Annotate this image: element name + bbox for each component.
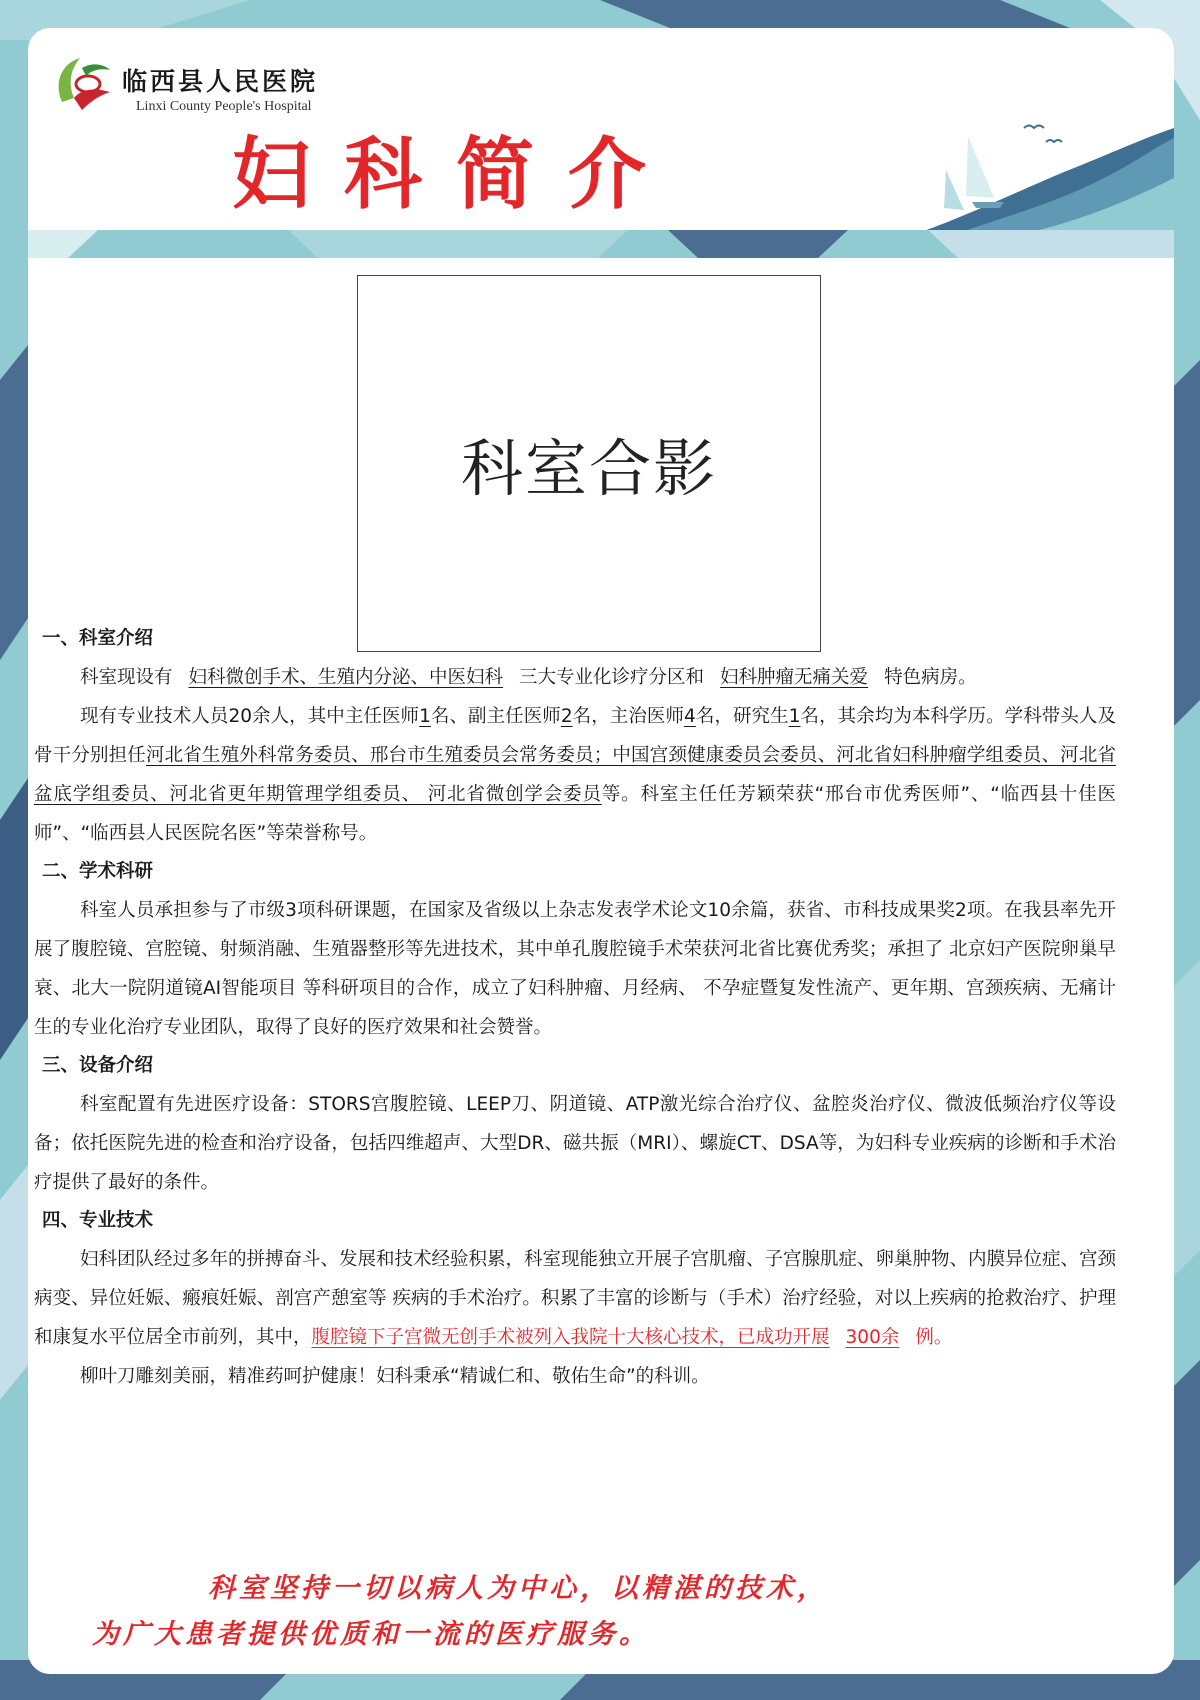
count-chief: 1	[419, 706, 431, 727]
intro-paragraph-1	[34, 658, 1116, 697]
page-title: 妇科简介	[232, 130, 681, 220]
text-run: 名、副主任医师	[430, 706, 561, 727]
text-run: 等。科室主任任芳颖荣获“邢台市优秀医师”、“临西县十佳医师”、“临西县人民医院名医”等荣誉称号。	[34, 784, 1116, 844]
hospital-logo-icon	[52, 54, 114, 114]
content-body	[34, 620, 1116, 1396]
hospital-name-cn: 临西县人民医院	[122, 67, 319, 96]
clinic-areas-text: 妇科微创手术、生殖内分泌、中医妇科	[188, 667, 504, 688]
text-run: 名，研究生	[695, 706, 789, 727]
text-run: 三大专业化诊疗分区和	[519, 667, 705, 688]
text-run: 例。	[915, 1327, 953, 1348]
section-heading-equipment: 三、设备介绍	[42, 1055, 154, 1076]
technique-paragraph-1	[34, 1240, 1116, 1357]
count-postgraduate: 1	[788, 706, 801, 727]
sailboat-icon	[904, 108, 1174, 238]
group-photo-placeholder	[357, 275, 821, 652]
text-run: 名，其余均为本科学历。学科带头人及骨干分别担任	[34, 706, 1116, 766]
text-run: 特色病房。	[884, 667, 977, 688]
motto-line-1: 科室坚持一切以病人为中心，以精湛的技术，	[208, 1573, 828, 1604]
clinic-areas	[173, 667, 520, 688]
text-run: 妇科团队经过多年的拼搏奋斗、发展和技术经验积累，科室现能独立开展子宫肌瘤、子宫腺肌症、卵巢肿物、内膜异位症、宫颈病变、异位妊娠、瘢痕妊娠、剖宫产憩室等 疾病的手术治疗。积累了丰富的诊断与（手术）治疗经验，对以上疾病的抢救治疗、护理和康复水平位居全市前列，其中，	[34, 1249, 1117, 1348]
case-count	[830, 1327, 916, 1348]
section-heading-research: 二、学术科研	[42, 861, 154, 882]
special-ward-text: 妇科肿瘤无痛关爱	[720, 667, 869, 688]
intro-paragraph-2	[34, 697, 1116, 853]
committee-roles: 河北省生殖外科常务委员、邢台市生殖委员会常务委员；中国宫颈健康委员会委员、河北省妇科肿瘤学组委员、河北省盆底学组委员、河北省更年期管理学组委员、 河北省微创学会委员	[34, 745, 1116, 805]
count-deputy: 2	[560, 706, 573, 727]
section-heading-intro: 一、科室介绍	[42, 628, 154, 649]
technique-paragraph-2: 柳叶刀雕刻美丽，精准药呵护健康！妇科秉承“精诚仁和、敬佑生命”的科训。	[80, 1366, 710, 1387]
special-ward	[704, 667, 884, 688]
text-run: 科室现设有	[80, 667, 173, 688]
core-technique: 腹腔镜下子宫微无创手术被列入我院十大核心技术，已成功开展	[311, 1327, 830, 1348]
equipment-paragraph: 科室配置有先进医疗设备：STORS宫腹腔镜、LEEP刀、阴道镜、ATP激光综合治疗仪、盆腔炎治疗仪、微波低频治疗仪等设备；依托医院先进的检查和治疗设备，包括四维超声、大型DR、磁共振（MRI）、螺旋CT、DSA等，为妇科专业疾病的诊断和手术治疗提供了最好的条件。	[34, 1094, 1116, 1193]
text-run: 现有专业技术人员20余人，其中主任医师	[80, 706, 420, 727]
section-heading-technique: 四、专业技术	[42, 1210, 154, 1231]
hospital-name-en: Linxi County People's Hospital	[136, 99, 312, 114]
case-count-text: 300余	[845, 1327, 900, 1348]
photo-placeholder-label: 科室合影	[460, 432, 717, 505]
header-band	[28, 230, 1174, 258]
count-attending: 4	[684, 706, 696, 727]
research-paragraph: 科室人员承担参与了市级3项科研课题，在国家及省级以上杂志发表学术论文10余篇，获省、市科技成果奖2项。在我县率先开展了腹腔镜、宫腔镜、射频消融、生殖器整形等先进技术，其中单孔腹腔镜手术荣获河北省比赛优秀奖；承担了 北京妇产医院卵巢早衰、北大一院阴道镜AI智能项目 等科研项目的合作，成立了妇科肿瘤、月经病、 不孕症暨复发性流产、更年期、宫颈疾病、无痛计生的专业化治疗专业团队，取得了良好的医疗效果和社会赞誉。	[34, 900, 1116, 1038]
text-run: 名，主治医师	[572, 706, 685, 727]
motto-line-2: 为广大患者提供优质和一流的医疗服务。	[92, 1619, 650, 1650]
